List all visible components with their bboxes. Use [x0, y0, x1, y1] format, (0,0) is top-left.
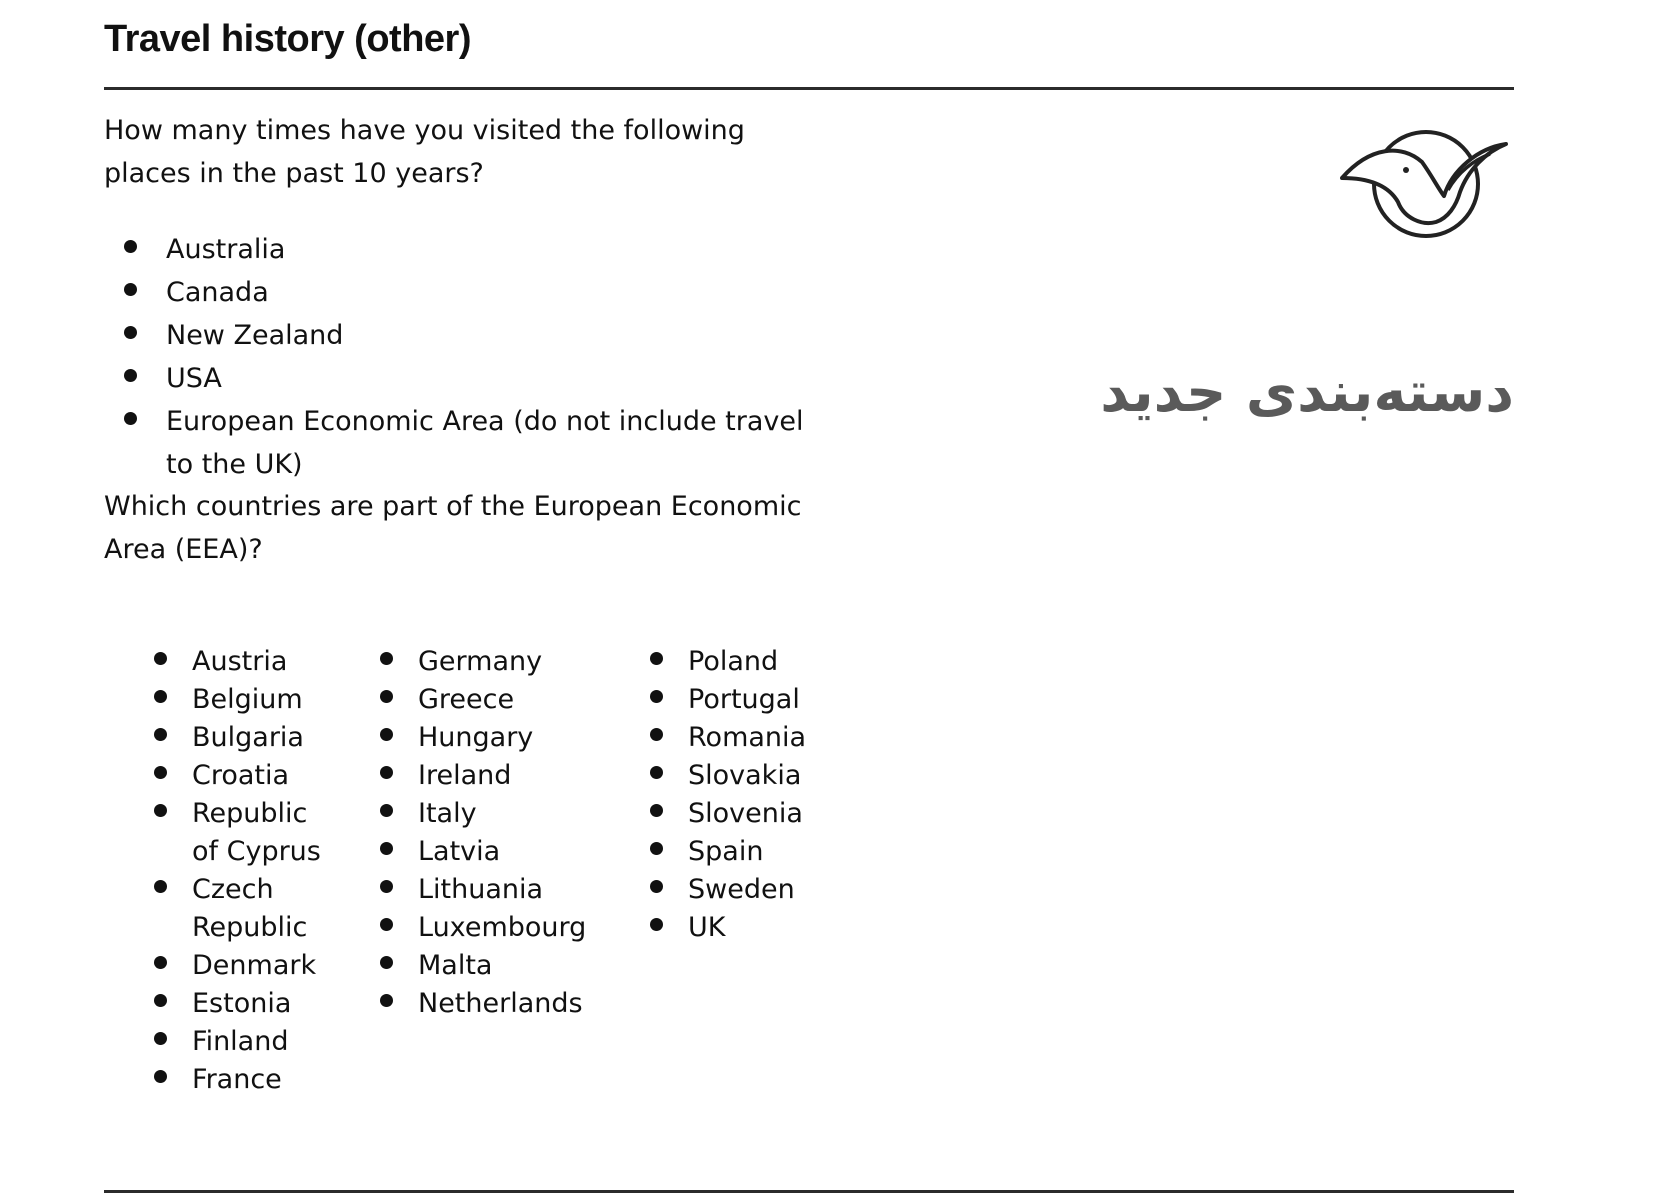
bullet-icon	[650, 918, 663, 931]
list-item	[120, 271, 820, 314]
country-label: Estonia	[192, 988, 292, 1019]
country-label: Romania	[688, 722, 807, 753]
country-label: Czech Republic	[192, 874, 308, 943]
bullet-icon	[650, 880, 663, 893]
list-item	[646, 719, 866, 757]
bullet-icon	[380, 766, 393, 779]
bullet-icon	[650, 804, 663, 817]
bullet-icon	[380, 804, 393, 817]
bullet-icon	[154, 1032, 167, 1045]
bullet-icon	[154, 652, 167, 665]
places-list	[120, 228, 820, 486]
list-item	[150, 795, 340, 871]
list-item	[376, 947, 636, 985]
bullet-icon	[380, 842, 393, 855]
list-item	[376, 795, 636, 833]
country-label: Denmark	[192, 950, 317, 981]
place-label: New Zealand	[166, 320, 344, 351]
list-item	[376, 833, 636, 871]
place-label: USA	[166, 363, 222, 394]
country-label: France	[192, 1064, 282, 1095]
list-item	[376, 757, 636, 795]
list-item	[646, 643, 866, 681]
header-divider	[104, 87, 1514, 90]
country-label: Finland	[192, 1026, 289, 1057]
visits-question: How many times have you visited the following places in the past 10 years?	[104, 115, 745, 189]
bullet-icon	[380, 956, 393, 969]
list-item	[150, 719, 340, 757]
country-label: Ireland	[418, 760, 512, 791]
list-item	[646, 909, 866, 947]
footer-divider	[104, 1190, 1514, 1193]
bullet-icon	[650, 728, 663, 741]
bullet-icon	[380, 728, 393, 741]
country-label: Slovenia	[688, 798, 803, 829]
list-item	[150, 1023, 340, 1061]
list-item	[376, 985, 636, 1023]
bullet-icon	[650, 842, 663, 855]
bullet-icon	[154, 880, 167, 893]
bullet-icon	[650, 652, 663, 665]
list-item	[150, 757, 340, 795]
country-label: Greece	[418, 684, 515, 715]
list-item	[120, 400, 820, 486]
place-label: Canada	[166, 277, 269, 308]
country-label: Hungary	[418, 722, 534, 753]
list-item	[150, 1061, 340, 1099]
bullet-icon	[154, 690, 167, 703]
country-label: Republic of Cyprus	[192, 798, 321, 867]
country-label: Netherlands	[418, 988, 583, 1019]
country-label: Belgium	[192, 684, 303, 715]
bullet-icon	[124, 240, 137, 253]
list-item	[646, 795, 866, 833]
eea-country-column-2	[376, 643, 636, 1023]
place-label: European Economic Area (do not include travel to the UK)	[166, 406, 804, 480]
eea-country-column-3	[646, 643, 866, 947]
list-item	[120, 228, 820, 271]
country-label: Germany	[418, 646, 543, 677]
bullet-icon	[124, 326, 137, 339]
place-label: Australia	[166, 234, 286, 265]
list-item	[646, 757, 866, 795]
country-label: UK	[688, 912, 726, 943]
list-item	[120, 357, 820, 400]
list-item	[150, 643, 340, 681]
country-label: Croatia	[192, 760, 290, 791]
eea-country-column-1	[150, 643, 340, 1099]
list-item	[376, 719, 636, 757]
bullet-icon	[124, 412, 137, 425]
country-label: Latvia	[418, 836, 501, 867]
bullet-icon	[154, 1070, 167, 1083]
country-label: Austria	[192, 646, 288, 677]
bullet-icon	[380, 652, 393, 665]
country-label: Italy	[418, 798, 477, 829]
list-item	[120, 314, 820, 357]
bullet-icon	[380, 918, 393, 931]
bullet-icon	[124, 369, 137, 382]
list-item	[646, 871, 866, 909]
list-item	[646, 681, 866, 719]
bullet-icon	[154, 804, 167, 817]
list-item	[646, 833, 866, 871]
list-item	[150, 947, 340, 985]
bullet-icon	[380, 994, 393, 1007]
watermark-text: دسته‌بندی جدید	[1100, 360, 1514, 425]
list-item	[150, 681, 340, 719]
bird-in-circle-icon	[1340, 126, 1508, 244]
list-item	[150, 871, 340, 947]
country-label: Portugal	[688, 684, 800, 715]
bullet-icon	[154, 766, 167, 779]
bullet-icon	[380, 690, 393, 703]
list-item	[376, 909, 636, 947]
country-label: Spain	[688, 836, 764, 867]
bullet-icon	[154, 728, 167, 741]
bullet-icon	[650, 766, 663, 779]
bullet-icon	[154, 994, 167, 1007]
country-label: Bulgaria	[192, 722, 304, 753]
bullet-icon	[380, 880, 393, 893]
bullet-icon	[650, 690, 663, 703]
country-label: Luxembourg	[418, 912, 587, 943]
list-item	[376, 681, 636, 719]
country-label: Sweden	[688, 874, 795, 905]
list-item	[376, 643, 636, 681]
country-label: Lithuania	[418, 874, 544, 905]
bullet-icon	[154, 956, 167, 969]
list-item	[376, 871, 636, 909]
country-label: Poland	[688, 646, 779, 677]
page-title: Travel history (other)	[104, 18, 471, 60]
eea-question: Which countries are part of the European Economic Area (EEA)?	[104, 491, 802, 565]
country-label: Malta	[418, 950, 493, 981]
bullet-icon	[124, 283, 137, 296]
country-label: Slovakia	[688, 760, 802, 791]
list-item	[150, 985, 340, 1023]
